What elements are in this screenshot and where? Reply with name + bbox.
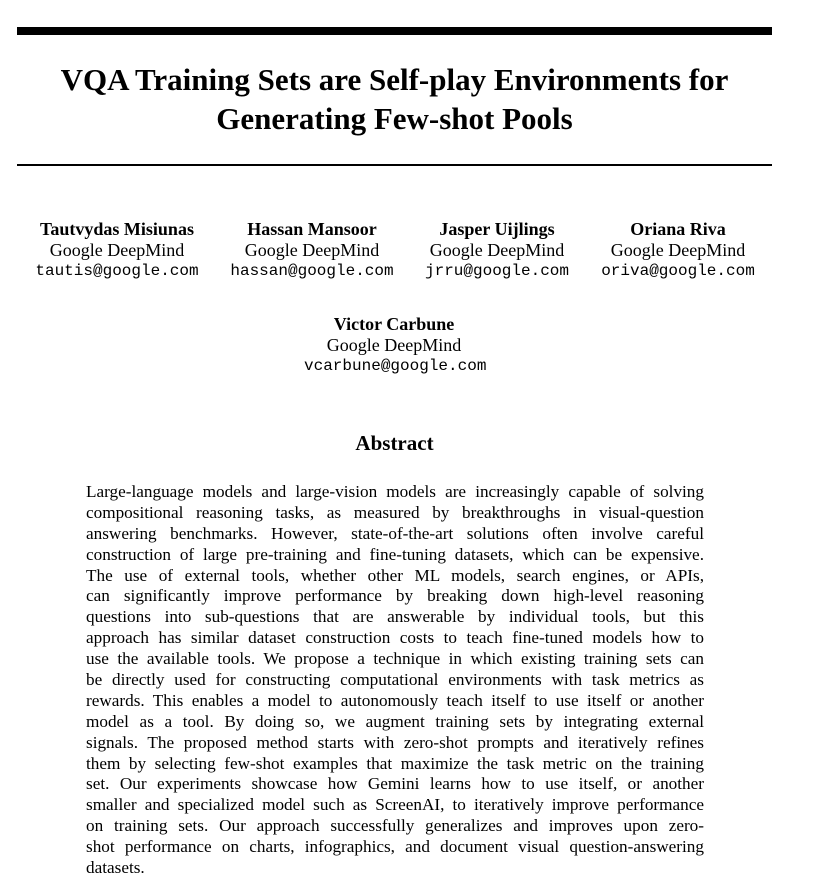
author-block — [304, 313, 487, 377]
abstract-line: smaller and specialized model such as ScreenAI, to iteratively improve performance — [86, 795, 704, 815]
author-email: tautis@google.com — [35, 262, 199, 280]
abstract-line: datasets. — [86, 858, 145, 878]
abstract-line: The use of external tools, whether other ML models, search engines, or APIs, — [86, 565, 704, 585]
author-name: Victor Carbune — [333, 314, 455, 334]
top-rule — [17, 27, 772, 35]
author-email: oriva@google.com — [601, 262, 755, 280]
abstract-line: compositional reasoning tasks, as measured by breakthroughs in visual-question — [86, 502, 704, 522]
abstract-line: can significantly improve performance by breaking down high-level reasoning — [86, 586, 704, 606]
abstract-body — [86, 482, 704, 879]
author-affiliation: Google DeepMind — [429, 240, 565, 260]
abstract-line: questions into sub-questions that are answerable by individual tools, but this — [86, 607, 704, 627]
abstract-line: set. Our experiments showcase how Gemini learns how to use itself, or another — [86, 774, 704, 794]
author-block — [407, 218, 587, 282]
abstract-line: be directly used for constructing computational environments with task metrics as — [86, 670, 704, 690]
author-block — [27, 218, 207, 282]
abstract-line: model as a tool. By doing so, we augment training sets by integrating external — [86, 711, 704, 731]
author-email: jrru@google.com — [424, 262, 570, 280]
abstract-line: use the available tools. We propose a technique in which existing training sets can — [86, 649, 704, 669]
author-email: vcarbune@google.com — [304, 357, 487, 375]
abstract-line: on training sets. Our approach successfully generalizes and improves upon zero- — [86, 816, 704, 836]
abstract-line: approach has similar dataset construction costs to teach fine-tuned models how to — [86, 628, 704, 648]
abstract-line: construction of large pre-training and fine-tuning datasets, which can be expensive. — [86, 544, 704, 564]
abstract-heading: Abstract — [355, 431, 434, 455]
abstract-line: signals. The proposed method starts with zero-shot prompts and iteratively refines — [86, 732, 704, 752]
author-affiliation: Google DeepMind — [244, 240, 380, 260]
abstract-line: them by selecting few-shot examples that maximize the task metric on the training — [86, 753, 704, 773]
author-affiliation: Google DeepMind — [610, 240, 746, 260]
author-name: Tautvydas Misiunas — [40, 219, 194, 239]
author-affiliation: Google DeepMind — [326, 335, 462, 355]
author-affiliation: Google DeepMind — [49, 240, 185, 260]
author-block — [222, 218, 402, 282]
title-line-2: Generating Few-shot Pools — [216, 101, 573, 136]
title-bottom-rule — [17, 164, 772, 166]
paper-title — [17, 60, 772, 138]
abstract-line: answering benchmarks. However, state-of-the-art solutions often involve careful — [86, 523, 704, 543]
abstract-line: shot performance on charts, infographics, and document visual question-answering — [86, 837, 704, 857]
author-email: hassan@google.com — [230, 262, 394, 280]
author-name: Jasper Uijlings — [439, 219, 555, 239]
title-line-1: VQA Training Sets are Self-play Environments for — [60, 62, 729, 97]
abstract-line: rewards. This enables a model to autonomously teach itself to use itself or another — [86, 690, 704, 710]
author-name: Oriana Riva — [630, 219, 726, 239]
author-block — [588, 218, 768, 282]
abstract-line: Large-language models and large-vision models are increasingly capable of solving — [86, 482, 704, 501]
author-name: Hassan Mansoor — [247, 219, 377, 239]
